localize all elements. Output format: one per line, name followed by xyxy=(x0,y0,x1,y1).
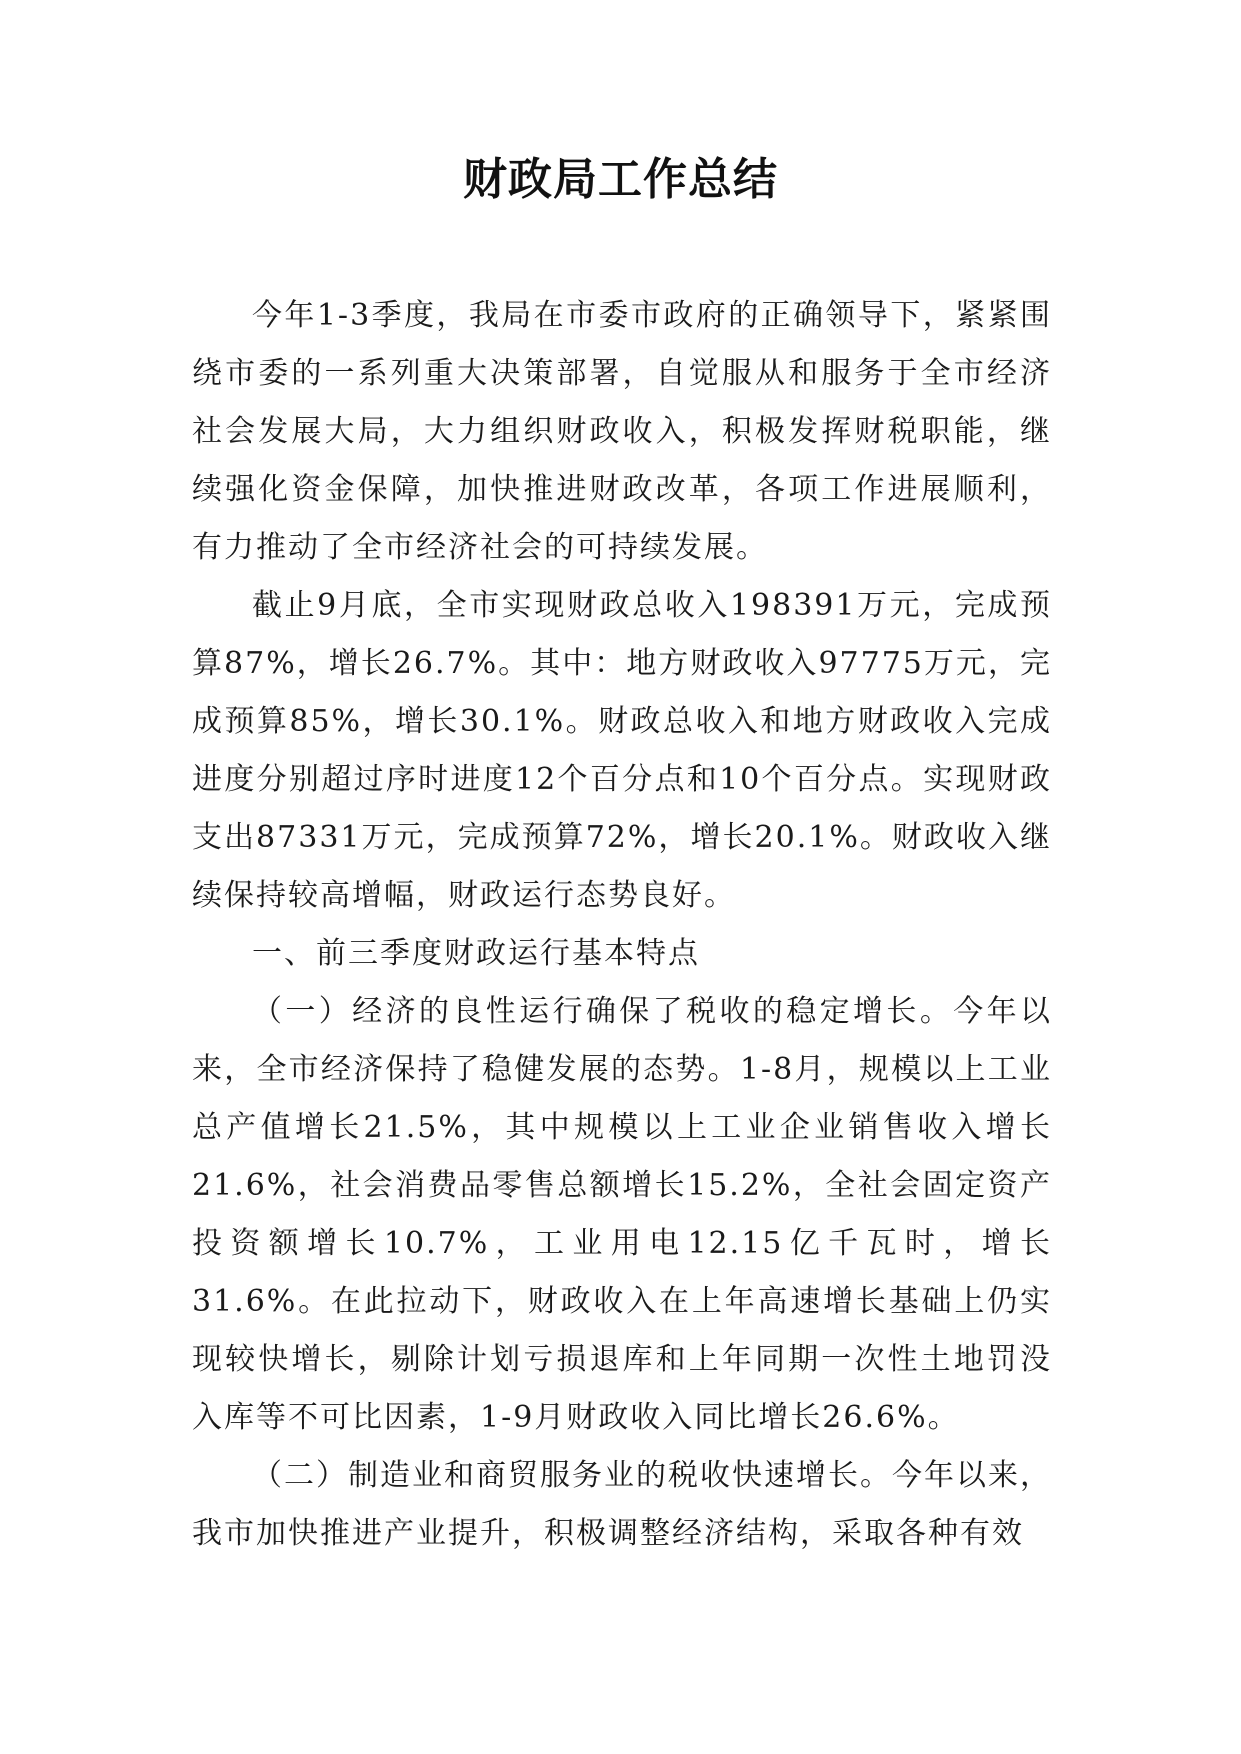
paragraph-subsection-2: （二）制造业和商贸服务业的税收快速增长。今年以来，我市加快推进产业提升，积极调整经济结构，采取各种有效 xyxy=(192,1458,1052,1551)
paragraph-revenue-summary: 截止9月底，全市实现财政总收入198391万元，完成预算87%，增长26.7%。其中：地方财政收入97775万元，完成预算85%，增长30.1%。财政总收入和地方财政收入完成进度分别超过序时进度12个百分点和10个百分点。实现财政支出87331万元，完成预算72%，增长20.1%。财政收入继续保持较高增幅，财政运行态势良好。 xyxy=(192,588,1052,913)
document-title: 财政局工作总结 xyxy=(463,154,778,205)
paragraph-intro: 今年1-3季度，我局在市委市政府的正确领导下，紧紧围绕市委的一系列重大决策部署，自觉服从和服务于全市经济社会发展大局，大力组织财政收入，积极发挥财税职能，继续强化资金保障，加快推进财政改革，各项工作进展顺利，有力推动了全市经济社会的可持续发展。 xyxy=(192,298,1052,565)
section-heading-1: 一、前三季度财政运行基本特点 xyxy=(252,936,700,971)
document-body xyxy=(192,287,1052,1563)
paragraph-subsection-1: （一）经济的良性运行确保了税收的稳定增长。今年以来，全市经济保持了稳健发展的态势。1-8月，规模以上工业总产值增长21.5%，其中规模以上工业企业销售收入增长21.6%，社会消费品零售总额增长15.2%，全社会固定资产投资额增长10.7%，工业用电12.15亿千瓦时，增长31.6%。在此拉动下，财政收入在上年高速增长基础上仍实现较快增长，剔除计划亏损退库和上年同期一次性土地罚没入库等不可比因素，1-9月财政收入同比增长26.6%。 xyxy=(192,994,1052,1435)
